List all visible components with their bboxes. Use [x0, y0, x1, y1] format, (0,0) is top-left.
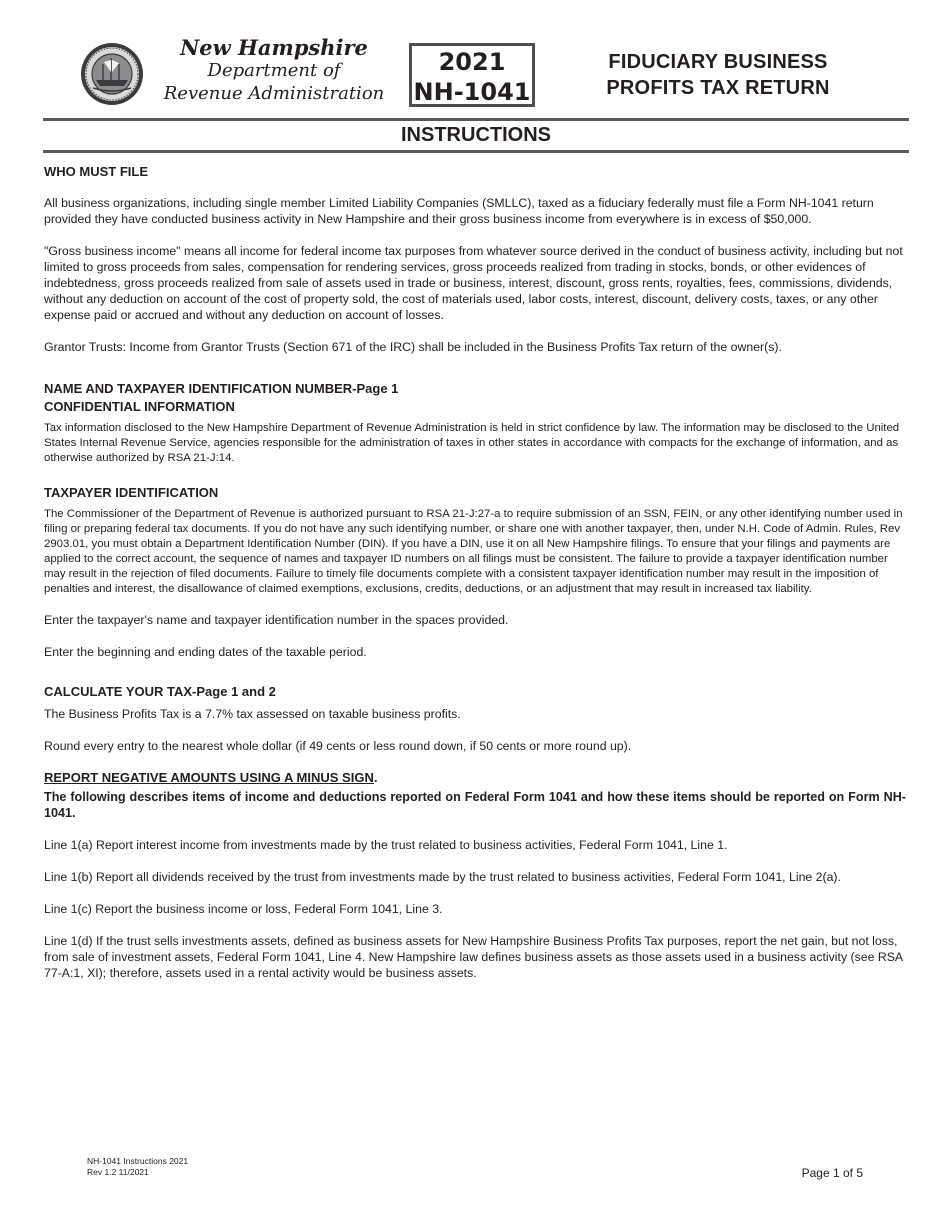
rounding-paragraph: Round every entry to the nearest whole dollar (if 49 cents or less round down, if 50 cents or more round up). — [44, 739, 632, 753]
gross-business-income-paragraph: "Gross business income" means all income for federal income tax purposes from whatever source derived in the conduct of business activity, including but not limited to gross proceeds from sales, compensation for rendering services, gross proceeds realized from trading in stocks, bonds, or other evidences of indebtedness, gross proceeds realized from sale of assets used in trade or business, interest, discount, gross rents, royalties, fees, commissions, dividends, without any deduction on account of the cost of property sold, the cost of materials used, labor costs, interest, discount, delivery costs, taxes, or any other expense paid or accrued and without any deduction on account of losses. — [44, 244, 903, 322]
agency-name — [160, 36, 388, 105]
line-1a-instruction: Line 1(a) Report interest income from investments made by the trust related to business activities, Federal Form 1041, Line 1. — [44, 838, 728, 852]
who-must-file-heading: WHO MUST FILE — [44, 164, 148, 179]
name-tin-heading: NAME AND TAXPAYER IDENTIFICATION NUMBER-Page 1 — [44, 381, 399, 396]
federal-form-intro: The following describes items of income and deductions reported on Federal Form 1041 and how these items should be reported on Form NH-1041. — [44, 790, 906, 820]
footer-revision: Rev 1.2 11/2021 — [87, 1167, 149, 1177]
form-title — [570, 49, 866, 101]
form-number: NH-1041 — [413, 78, 531, 106]
who-must-file-paragraph-1: All business organizations, including single member Limited Liability Companies (SMLLC), taxed as a fiduciary federally must file a Form NH-1041 return provided they have conducted business activity in New Hampshire and their gross business income from everywhere is in excess of $50,000. — [44, 196, 874, 226]
line-1d-instruction: Line 1(d) If the trust sells investments assets, defined as business assets for New Hampshire Business Profits Tax purposes, report the net gain, but not loss, from sale of investment assets, Federal Form 1041, Line 4. New Hampshire law defines business assets as those assets used in a business activity (see RSA 77-A:1, XI); therefore, assets used in a rental activity would be business assets. — [44, 934, 903, 980]
instructions-body — [44, 160, 906, 981]
calculate-tax-heading: CALCULATE YOUR TAX-Page 1 and 2 — [44, 684, 276, 699]
form-title-line2: PROFITS TAX RETURN — [606, 77, 830, 99]
taxpayer-identification-paragraph: The Commissioner of the Department of Revenue is authorized pursuant to RSA 21-J:27-a to require submission of an SSN, FEIN, or any other identifying number used in filing or preparing federal tax documents. If you do not have any such identifying number, or share one with another taxpayer, then, under N.H. Code of Admin. Rules, Rev 2903.01, you must obtain a Department Identification Number (DIN). If you have a DIN, use it on all New Hampshire filings. To ensure that your filings and payments are applied to the correct account, the sequence of names and taxpayer ID numbers on all filings must be consistent. The failure to provide a taxpayer identification number may result in the rejection of filed documents. Failure to timely file documents complete with a consistent taxpayer identification number may result in the imposition of penalties and interest, the disallowance of claimed exemptions, exclusions, credits, deductions, or an adjustment that may result in increased tax liability. — [44, 508, 903, 595]
page-subtitle: INSTRUCTIONS — [401, 124, 551, 146]
state-name: New Hampshire — [180, 35, 368, 60]
form-title-line1: FIDUCIARY BUSINESS — [608, 51, 828, 73]
confidential-information-heading: CONFIDENTIAL INFORMATION — [44, 399, 235, 414]
enter-dates-paragraph: Enter the beginning and ending dates of the taxable period. — [44, 645, 367, 659]
enter-name-paragraph: Enter the taxpayer's name and taxpayer identification number in the spaces provided. — [44, 613, 509, 627]
department-name: Department of — [207, 60, 341, 81]
negative-amounts-period: . — [373, 770, 378, 785]
line-1b-instruction: Line 1(b) Report all dividends received by the trust from investments made by the trust related to business activities, Federal Form 1041, Line 2(a). — [44, 870, 841, 884]
tax-rate-paragraph: The Business Profits Tax is a 7.7% tax assessed on taxable business profits. — [44, 707, 461, 721]
footer-document-name: NH-1041 Instructions 2021 — [87, 1156, 189, 1166]
administration-name: Revenue Administration — [163, 83, 385, 104]
form-id-box — [409, 43, 535, 107]
confidential-information-paragraph: Tax information disclosed to the New Hampshire Department of Revenue Administration is held in strict confidence by law. The information may be disclosed to the United States Internal Revenue Service, agencies responsible for the administration of taxes in other states in accordance with compacts for the exchange of information, and as otherwise authorized by RSA 21-J:14. — [44, 422, 900, 464]
form-year: 2021 — [438, 48, 506, 76]
negative-amounts-heading: REPORT NEGATIVE AMOUNTS USING A MINUS SIGN — [44, 770, 374, 785]
state-seal-icon — [80, 42, 144, 106]
taxpayer-identification-heading: TAXPAYER IDENTIFICATION — [44, 485, 219, 500]
line-1c-instruction: Line 1(c) Report the business income or loss, Federal Form 1041, Line 3. — [44, 902, 443, 916]
header-rule-bottom — [43, 150, 909, 153]
negative-amounts-note — [44, 769, 906, 787]
grantor-trusts-paragraph: Grantor Trusts: Income from Grantor Trusts (Section 671 of the IRC) shall be included in the Business Profits Tax return of the owner(s). — [44, 340, 782, 354]
page-number: Page 1 of 5 — [801, 1166, 863, 1180]
footer-document-info — [87, 1156, 188, 1178]
